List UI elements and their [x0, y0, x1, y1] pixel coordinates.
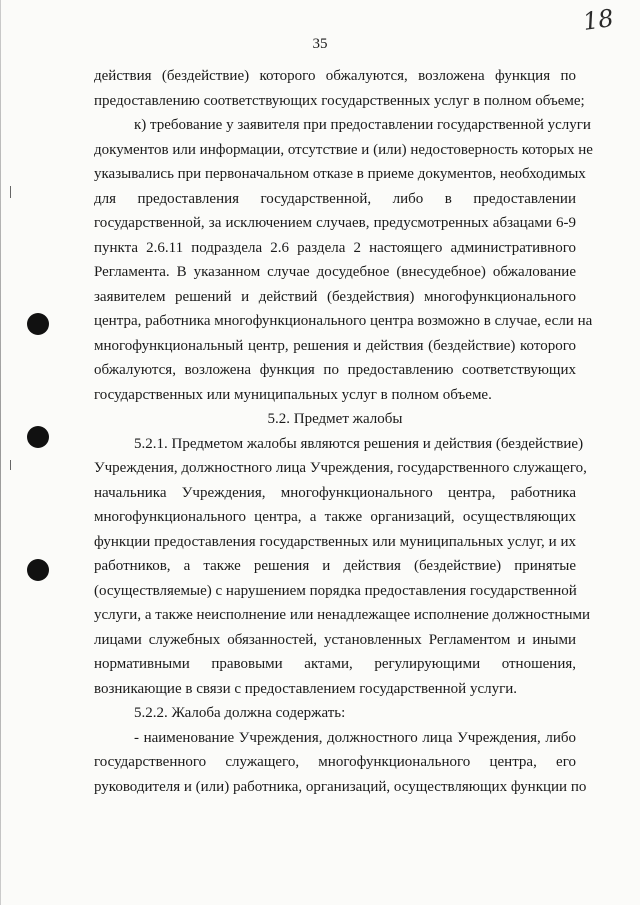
text-line: 5.2.1. Предметом жалобы являются решения и действия (бездействие) [134, 435, 584, 452]
text-line: к) требование у заявителя при предоставлении государственной услуги [134, 117, 591, 133]
text-line: пункта 2.6.11 подраздела 2.6 раздела 2 настоящего административного [94, 239, 576, 256]
text-line: многофункциональный центр, решения и действия (бездействие) которого [94, 337, 576, 354]
text-line: 5.2.2. Жалоба должна содержать: [134, 705, 346, 721]
punch-hole [27, 559, 49, 581]
text-line: заявителем решений и действий (бездействия) многофункционального [94, 288, 576, 305]
margin-mark [10, 186, 11, 198]
page-number: 35 [312, 36, 328, 52]
text-line: услуги, а также неисполнение или ненадлежащее исполнение должностными [94, 607, 591, 623]
text-line: обжалуются, возложена функция по предоставлению соответствующих [94, 362, 576, 378]
text-line: многофункционального центра, а также организаций, осуществляющих [94, 509, 576, 525]
text-line: государственной, за исключением случаев, предусмотренных абзацами 6-9 [94, 215, 576, 231]
text-line: центра, работника многофункционального центра возможно в случае, если на [94, 313, 593, 329]
text-line: государственного служащего, многофункционального центра, его [94, 754, 576, 770]
text-line: начальника Учреждения, многофункционального центра, работника [94, 484, 576, 501]
text-line: предоставлению соответствующих государственных услуг в полном объеме; [94, 92, 585, 109]
text-line: указывались при первоначальном отказе в приеме документов, необходимых [94, 166, 586, 182]
text-line: функции предоставления государственных или муниципальных услуг, и их [94, 533, 576, 550]
text-line: - наименование Учреждения, должностного лица Учреждения, либо [134, 729, 576, 746]
punch-hole [27, 313, 49, 335]
text-line: лицами служебных обязанностей, установленных Регламентом и иными [94, 631, 576, 648]
text-line: для предоставления государственной, либо в предоставлении [94, 190, 576, 207]
text-line: руководителя и (или) работника, организаций, осуществляющих функции по [94, 778, 587, 795]
text-line: Учреждения, должностного лица Учреждения, государственного служащего, [94, 460, 587, 476]
scan-edge-line [0, 0, 1, 905]
handwritten-page-mark: 18 [581, 4, 616, 36]
margin-mark [10, 460, 11, 470]
text-line: государственных или муниципальных услуг в полном объеме. [94, 386, 492, 403]
body-text [94, 64, 593, 799]
text-line: нормативными правовыми актами, регулирующими отношения, [94, 656, 576, 672]
text-line: Регламента. В указанном случае досудебное (внесудебное) обжалование [94, 264, 576, 280]
text-line: действия (бездействие) которого обжалуются, возложена функция по [94, 68, 576, 84]
text-line: работников, а также решения и действия (бездействие) принятые [94, 558, 576, 574]
text-line: документов или информации, отсутствие и (или) недостоверность которых не [94, 141, 593, 158]
text-line: возникающие в связи с предоставлением государственной услуги. [94, 680, 518, 697]
section-heading: 5.2. Предмет жалобы [267, 411, 403, 427]
text-line: (осуществляемые) с нарушением порядка предоставления государственной [94, 582, 577, 599]
punch-hole [27, 426, 49, 448]
